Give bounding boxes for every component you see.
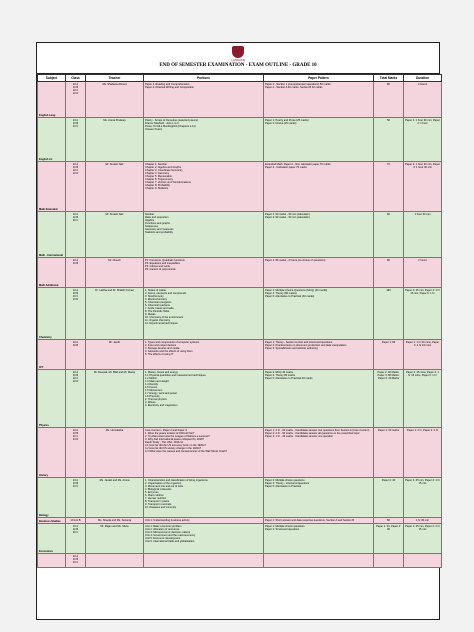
portion-item: Prose: To Kill a Mockingbird (Chapters 1-11) [145, 124, 196, 128]
total-marks-cell: Paper 1: 60 marks [374, 428, 404, 478]
pattern-item: Paper 6: Alternative to Practical (40 marks) [265, 294, 315, 298]
duration-cell: 1 hour 30 min [404, 212, 442, 258]
logo-text: CANDOUR [230, 58, 246, 62]
class-label: 10 A [72, 554, 79, 558]
duration-cell: 2 Hours [404, 82, 442, 118]
exam-outline-sheet [36, 42, 440, 620]
subject-cell: Business Studies [38, 518, 66, 524]
subject-cell [38, 554, 66, 568]
table-header-row [38, 75, 442, 82]
table-row [38, 288, 442, 340]
teacher-cell: Mr. Rajan and Ms. Silvia [86, 524, 144, 554]
paper-pattern-cell [264, 524, 374, 554]
paper-pattern-cell [264, 554, 374, 568]
class-label: 10 A [72, 212, 79, 216]
class-label: 10 C [72, 294, 79, 298]
pattern-item: Paper 2: MCQ 40 marks [265, 370, 293, 374]
paper-pattern-cell [264, 370, 374, 428]
portion-item: Unit 3: Microeconomic decision makers [145, 530, 191, 534]
column-header-subject: Subject [38, 75, 66, 82]
portion-item: 3. Waves [145, 400, 156, 404]
table-row [38, 370, 442, 428]
class-label: 10 C [72, 434, 79, 438]
pattern-item: Paper 2: Drama (25 marks) [265, 121, 297, 125]
pattern-item: Paper 2: 2 hr - 50 marks - Candidates answer all questions on the prescribed topic [265, 431, 360, 435]
portion-item: 2. Organisation of the organism [145, 481, 182, 485]
portions-cell [144, 82, 264, 118]
total-marks-cell: 80 [374, 82, 404, 118]
total-marks-cell: Paper 1: 80 [374, 340, 404, 370]
portion-item: Unit 1: Basic economic problem [145, 524, 182, 528]
duration-cell: 1 hr 30 min [404, 518, 442, 524]
teacher-cell: Ms. Hemalatha [86, 428, 144, 478]
duration-cell: Paper 2: 45 min, Paper 4: 1 hr 15 min, Paper 6: 1 hr [404, 288, 442, 340]
class-label: 10 D [72, 91, 79, 95]
portion-item: 3. Stoichiometry [145, 294, 164, 298]
class-cell [66, 428, 86, 478]
total-marks-cell: Paper 1: 30, Paper 2: 90 [374, 524, 404, 554]
portion-item: P3: Indices and surds [145, 264, 170, 268]
class-label: 10 C [72, 218, 79, 222]
pattern-item: Paper 6: Alternative to Practical [265, 484, 302, 488]
portion-item: Chapter 8: Probability [145, 183, 170, 187]
pattern-item: Paper 6: Alternative to Practical 40 marks [265, 376, 313, 380]
class-cell [66, 162, 86, 212]
pattern-item: Extended Math: Paper 2 - Non calculator paper 70 marks [265, 162, 331, 166]
portion-item: Number [145, 212, 155, 216]
class-label: 10 B [72, 431, 79, 435]
portion-item: 8. Transport in plants [145, 499, 170, 503]
pattern-item: Paper 2 - Section A 40 marks, Section B 40 marks [265, 85, 323, 89]
portion-item: 1.1 Physical quantities and measurement techniques [145, 373, 206, 377]
table-row [38, 82, 442, 118]
class-label: 10 B [72, 343, 79, 347]
table-row [38, 212, 442, 258]
portion-item: Statistics and probability [145, 230, 173, 234]
portion-item: Chapter 5: Mensuration [145, 174, 173, 178]
class-cell [66, 340, 86, 370]
class-cell [66, 370, 86, 428]
paper-pattern-cell [264, 428, 374, 478]
teacher-cell [86, 554, 144, 568]
portion-item: Algebra [145, 218, 154, 222]
class-label: 10 A [72, 258, 79, 262]
class-label: 10 D [72, 379, 79, 383]
class-label: 10 B [72, 373, 79, 377]
duration-cell: Paper 1: 1 hour 30 min, Paper 2: 1 hour [404, 118, 442, 162]
portion-item: Functions and graphs [145, 221, 170, 225]
subject-cell: English Lit [38, 118, 66, 162]
class-label: 10 A [72, 370, 79, 374]
portion-item: Chapter 3: Coordinate Geometry [145, 168, 183, 172]
pattern-item: Paper 4: Theory - structured questions [265, 481, 310, 485]
portions-cell [144, 288, 264, 340]
sheet-header [37, 43, 439, 74]
subject-cell: Chemistry [38, 288, 66, 340]
table-row [38, 340, 442, 370]
pattern-item: Paper 2: 90 marks - 90 min (calculator) [265, 215, 310, 219]
portion-item: P2: Equations and inequalities [145, 261, 180, 265]
pattern-item: Paper 1: 2 hr - 60 marks - Candidates answer two questions from Section A (Core Content) [265, 428, 370, 432]
portion-item: 1.4 Density [145, 382, 158, 386]
portion-item: 1.7 Energy, work and power [145, 391, 178, 395]
subject-cell: Math Additional [38, 258, 66, 288]
portion-item: 1. Were the peace treaties of 1919-23 fair? [145, 431, 195, 435]
column-header-portions: Portions [144, 75, 264, 82]
total-marks-cell: 50 [374, 118, 404, 162]
portion-item: 3. Why had international peace collapsed by 1939? [145, 437, 204, 441]
portion-item: 2. To what extent was the League of Nations a success? [145, 434, 210, 438]
total-marks-cell: Paper 2: 40 [374, 478, 404, 518]
portion-item: Ratio and proportion [145, 215, 169, 219]
duration-cell: Paper 1: 2 hr, Paper 2: 2 hr [404, 428, 442, 478]
duration-cell: Paper 1: 45 min, Paper 2: 2 hr 15 min [404, 524, 442, 554]
portion-item: Paper 2: Directed Writing and Composition [145, 85, 195, 89]
portion-item: 10. Diseases and immunity [145, 505, 177, 509]
exam-outline-table [37, 74, 442, 568]
portion-item: Unit 6: International trade and globalisation [145, 539, 195, 543]
class-label: 10 A [72, 162, 79, 166]
portion-item: Sequences [145, 224, 158, 228]
portion-item: 1.6 Momentum [145, 388, 163, 392]
portion-item: Chapter 6: Trigonometry [145, 177, 173, 181]
subject-cell: Biology [38, 478, 66, 518]
class-label: 10 A [72, 478, 79, 482]
portion-item: Geometry and measures [145, 227, 174, 231]
portion-item: 3. Storage devices and media [145, 346, 180, 350]
table-row [38, 428, 442, 478]
pattern-item: Paper 4: Theory 80 marks [265, 373, 295, 377]
duration-cell: Paper 1: 1 hr 30 mins, Paper 2: 2 hr 15 mins [404, 340, 442, 370]
portion-item: Chapter 4: Geometry [145, 171, 170, 175]
portion-item: 2. Input and output devices [145, 343, 177, 347]
pattern-item: Paper 3: Spreadsheets and website authoring [265, 346, 318, 350]
class-cell [66, 212, 86, 258]
portion-item: 9. Metals [145, 312, 156, 316]
portion-item: 11. Organic chemistry [145, 318, 171, 322]
portion-item: Paper 1: Reading and Comprehension [145, 82, 190, 86]
portions-cell [144, 370, 264, 428]
paper-pattern-cell [264, 288, 374, 340]
pattern-item: Paper 2: Multiple choice questions [265, 478, 305, 482]
portion-item: 8. The Periodic Table [145, 309, 170, 313]
class-label: 10 D [72, 171, 79, 175]
pattern-item: Paper 1: Poetry and Prose (25 marks) [265, 118, 309, 122]
paper-pattern-cell [264, 258, 374, 288]
subject-cell: Math - International [38, 212, 66, 258]
pattern-item: Paper 4: Theory (80 marks) [265, 291, 297, 295]
class-label: 10 A [72, 118, 79, 122]
subject-cell: History [38, 428, 66, 478]
portion-item: Chapter 7: Vectors and Transformations [145, 180, 191, 184]
total-marks-cell: 80 [374, 258, 404, 288]
pattern-item: Paper 2: Structured questions [265, 527, 300, 531]
portion-item: P4: Factors of polynomials [145, 267, 176, 271]
portion-item: Unseen Poetry [145, 127, 163, 131]
pattern-item: Paper 4: 1 hr - 40 marks - Candidates answer one question [265, 434, 334, 438]
portion-item: Chapter 9: Statistics [145, 186, 169, 190]
portion-item: 4.1 How far did the US economy boom in the 1920s? [145, 443, 206, 447]
portion-item: 1.5 Forces [145, 385, 158, 389]
portion-item: Chapter 1: Number [145, 162, 168, 166]
class-cell [66, 524, 86, 554]
column-header-duration: Duration [404, 75, 442, 82]
portion-item: 1. States of matter [145, 288, 167, 292]
portion-item: 12. Experimental techniques [145, 321, 178, 325]
column-header-paper-pattern: Paper Pattern [264, 75, 374, 82]
portions-cell [144, 428, 264, 478]
class-label: 10 A [72, 288, 79, 292]
portion-item: P1: Functions, Quadratic functions [145, 258, 185, 262]
portion-item: 10. Chemistry of the environment [145, 315, 184, 319]
portions-cell [144, 118, 264, 162]
total-marks-cell [374, 554, 404, 568]
paper-pattern-cell [264, 340, 374, 370]
portion-item: 2. Thermal physics [145, 397, 167, 401]
portion-item: Chapter 2: Algebra and Graphs [145, 165, 181, 169]
teacher-cell: Ms. Janaki and Ms. Aruna [86, 478, 144, 518]
portion-item: 4. Networks and the effects of using them [145, 349, 193, 353]
table-row [38, 524, 442, 554]
class-cell [66, 82, 86, 118]
portion-item: 9. Transport in animals [145, 502, 172, 506]
teacher-cell: Mr. Deepak, Mr. Bilal and Mr. Manoj [86, 370, 144, 428]
duration-cell: Paper 2: 45 mins, Paper 4: 1 hr 15 mins, Paper 6: 1 hr [404, 370, 442, 428]
school-crest-logo [232, 46, 244, 58]
total-marks-cell: 160 [374, 288, 404, 340]
subject-cell: ICT [38, 340, 66, 370]
portions-cell [144, 258, 264, 288]
duration-cell: 2 hours [404, 258, 442, 288]
total-marks-cell: 90 [374, 212, 404, 258]
class-label: 10 C [72, 168, 79, 172]
class-label: 10 C [72, 560, 79, 564]
class-label: 10 D [72, 437, 79, 441]
teacher-cell: Mr. Javith [86, 340, 144, 370]
portion-item: Poetry - Songs of Ourselves (selected poems) [145, 118, 199, 122]
duration-cell: Paper 2: 45 min, Paper 4: 1 hr 15 min [404, 478, 442, 518]
class-cell [66, 118, 86, 162]
paper-pattern-cell [264, 162, 374, 212]
duration-cell: Paper 2: 1 hour 30 min, Paper 4: 1 hour 30 min [404, 162, 442, 212]
pattern-item: Paper 2: Practical tests on document production and data manipulation [265, 343, 347, 347]
portion-item: 5. The effects of using IT [145, 352, 174, 356]
class-label: 10 B [72, 165, 79, 169]
class-label: 10 D [72, 297, 79, 301]
class-label: 10 B [72, 85, 79, 89]
portion-item: 6. Plant nutrition [145, 493, 164, 497]
portion-item: Unit 1: Understanding business activity [145, 518, 190, 522]
class-label: 10 A [72, 82, 79, 86]
portion-item: 4. Electrochemistry [145, 297, 168, 301]
paper-pattern-cell [264, 212, 374, 258]
portions-cell [144, 162, 264, 212]
total-marks-cell: 70 [374, 162, 404, 212]
paper-pattern-cell [264, 118, 374, 162]
portion-item: 1.2 Motion [145, 376, 158, 380]
class-label: 10 C [72, 376, 79, 380]
class-label: 10 C [72, 484, 79, 488]
teacher-cell: Mr. Suresh Nair [86, 212, 144, 258]
class-label: 10 B [72, 557, 79, 561]
subject-cell: Physics [38, 370, 66, 428]
portion-item: 7. Human nutrition [145, 496, 167, 500]
pattern-item: Paper 1 - Section 1 (comprehension questions) 50 marks [265, 82, 331, 86]
pattern-item: Paper 1: Theory - Section A short and structured questions [265, 340, 333, 344]
class-cell [66, 258, 86, 288]
class-label: 10 B [72, 261, 79, 265]
portion-item: 4. Biological molecules [145, 487, 172, 491]
portion-item: 1.8 Pressure [145, 394, 160, 398]
teacher-cell: Dr. Lalitha and Dr. Shakthi Kumar [86, 288, 144, 340]
portion-item: 7. Acids, bases and salts [145, 306, 174, 310]
class-label: 10 B [72, 215, 79, 219]
pattern-item: Paper 1: 80 marks - 2 hours (no choice of questions) [265, 258, 326, 262]
class-label: 10 C [72, 88, 79, 92]
portion-item: Core Content - Paper 2 and Paper 4 [145, 428, 187, 432]
portions-cell [144, 478, 264, 518]
class-label: 10 A [72, 340, 79, 344]
portion-item: 5. Chemical energetics [145, 300, 172, 304]
class-label: 10 B [72, 121, 79, 125]
portion-item: Unit 5: Economic development [145, 536, 181, 540]
column-header-teacher: Teacher [86, 75, 144, 82]
portion-item: 1. Types and components of computer systems [145, 340, 200, 344]
portion-item: 4.3 What were the causes and consequences of the Wall Street Crash? [145, 449, 228, 453]
class-cell [66, 554, 86, 568]
class-label: 10 B [72, 291, 79, 295]
portion-item: Drama: Macbeth - Acts 1 to 3 [145, 121, 179, 125]
subject-cell: Math Extended [38, 162, 66, 212]
class-label: 10 B [72, 481, 79, 485]
portion-item: 1.3 Mass and weight [145, 379, 169, 383]
portion-item: 6. Chemical reactions [145, 303, 170, 307]
teacher-cell: Ms. Aruna Pradeep [86, 118, 144, 162]
class-label: 10 C [72, 124, 79, 128]
portion-item: 1. Characteristics and classification of living organisms [145, 478, 208, 482]
portions-cell [144, 212, 264, 258]
portion-item: Unit 2: Allocation of resources [145, 527, 180, 531]
class-label: 10 B [72, 527, 79, 531]
portion-item: 4.2 How far did US society change in the 1920s? [145, 446, 202, 450]
class-label: 10 C [72, 530, 79, 534]
teacher-cell: Mr. Suresh Nair [86, 162, 144, 212]
total-marks-cell: Paper 2: 40 Marks, Paper 4: 80 Marks, Paper 6: 40 Marks [374, 370, 404, 428]
paper-pattern-cell [264, 478, 374, 518]
class-label: 10 A [72, 428, 79, 432]
pattern-item: Paper 1: Multiple choice questions [265, 524, 305, 528]
table-row [38, 478, 442, 518]
pattern-item: Paper 4 - Calculator paper 70 marks [265, 165, 307, 169]
portion-item: Unit 4: Government and the macroeconomy [145, 533, 196, 537]
class-label: 10 A & B [70, 518, 81, 522]
table-row [38, 554, 442, 568]
duration-cell [404, 554, 442, 568]
portions-cell [144, 554, 264, 568]
portions-cell [144, 340, 264, 370]
table-row [38, 162, 442, 212]
portion-item: 4. Electricity and magnetism [145, 403, 178, 407]
pattern-item: Paper 1: Short answer and data response questions, Section A and Section B [265, 518, 354, 522]
class-label: 10 A [72, 524, 79, 528]
table-row [38, 118, 442, 162]
total-marks-cell: 80 [374, 518, 404, 524]
pattern-item: Paper 1: 90 marks - 90 min (calculator) [265, 212, 310, 216]
paper-pattern-cell [264, 82, 374, 118]
teacher-cell: Ms. Sheela and Ms. Selvaraj [86, 518, 144, 524]
portions-cell [144, 524, 264, 554]
class-cell [66, 478, 86, 518]
teacher-cell: Mr. Dinesh [86, 258, 144, 288]
pattern-item: Paper 2: Multiple Choice Questions (MCQ) (40 marks) [265, 288, 328, 292]
page-title: END OF SEMESTER EXAMINATION - EXAM OUTLINE - GRADE 10 [159, 63, 317, 68]
subject-cell: English Lang [38, 82, 66, 118]
portion-item: Depth Study - The USA, 1919-41 [145, 440, 184, 444]
subject-cell: Economics [38, 524, 66, 554]
column-header-total-marks: Total Marks [374, 75, 404, 82]
portion-item: 5. Enzymes [145, 490, 159, 494]
teacher-cell: Ms. Shabana Ahmed [86, 82, 144, 118]
portion-item: 3. Movement into and out of cells [145, 484, 184, 488]
column-header-class: Class [66, 75, 86, 82]
table-row [38, 258, 442, 288]
class-cell [66, 288, 86, 340]
portion-item: 2. Atoms, elements and compounds [145, 291, 187, 295]
portion-item: 1. Motion, forces and energy [145, 370, 178, 374]
